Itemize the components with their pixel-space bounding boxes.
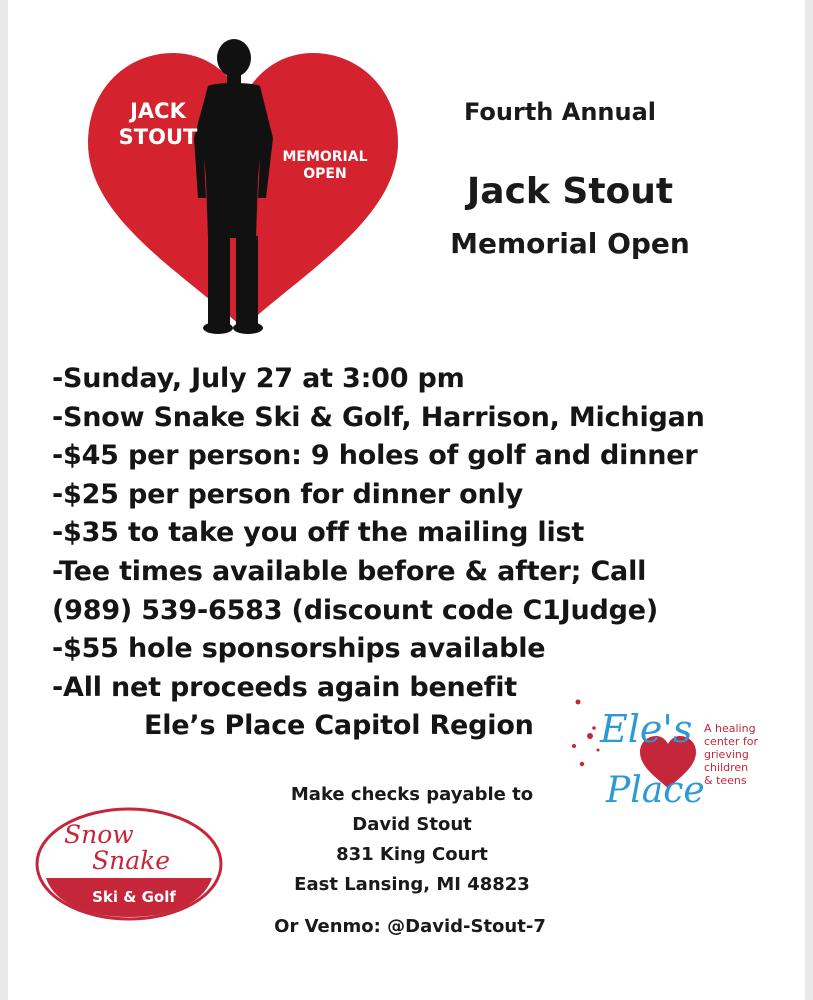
payment-address [262, 780, 562, 900]
logo-text-jack: JACK [130, 99, 186, 123]
detail-date: -Sunday, July 27 at 3:00 pm [52, 363, 465, 394]
tagline-line: grieving [704, 748, 749, 761]
event-subtitle: Fourth Annual [464, 98, 656, 126]
event-details [52, 360, 772, 746]
event-title: Jack Stout [466, 171, 674, 212]
detail-dinner-price: -$25 per person for dinner only [52, 478, 524, 510]
ski-golf-label: Ski & Golf [92, 888, 176, 906]
tagline-line: & teens [704, 774, 747, 787]
event-title-line2: Memorial Open [450, 227, 690, 260]
snow-word: Snow [64, 820, 134, 849]
eles-place-tagline [704, 722, 784, 787]
tagline-line: children [704, 761, 749, 774]
city-state-zip: East Lansing, MI 48823 [294, 874, 530, 895]
logo-text-open: OPEN [303, 166, 347, 182]
tagline-line: center for [704, 735, 759, 748]
detail-mailing-list: -$35 to take you off the mailing list [52, 517, 585, 549]
heart-silhouette-icon [88, 38, 398, 338]
snake-word: Snake [92, 846, 171, 875]
detail-proceeds: -All net proceeds again benefit [52, 671, 517, 703]
eles-word: Ele's [600, 707, 693, 751]
detail-phone: (989) 539-6583 (discount code C1Judge) [52, 594, 659, 626]
logo-text-stout: STOUT [118, 125, 198, 149]
payee-name: David Stout [352, 814, 472, 835]
checks-payable-label: Make checks payable to [290, 784, 534, 805]
logo-text-memorial: MEMORIAL [282, 149, 368, 165]
heart-confetti-icon [572, 700, 600, 767]
place-word: Place [606, 770, 705, 811]
street-address: 831 King Court [336, 844, 488, 865]
detail-golf-price: -$45 per person: 9 holes of golf and dinner [52, 440, 698, 472]
venmo-handle: Or Venmo: @David-Stout-7 [274, 916, 546, 937]
detail-beneficiary: Ele’s Place Capitol Region [144, 710, 534, 742]
tagline-line: A healing [704, 722, 756, 735]
detail-location: -Snow Snake Ski & Golf, Harrison, Michigan [52, 401, 705, 433]
detail-sponsorships: -$55 hole sponsorships available [52, 633, 546, 665]
detail-tee-times: -Tee times available before & after; Call [52, 555, 647, 587]
